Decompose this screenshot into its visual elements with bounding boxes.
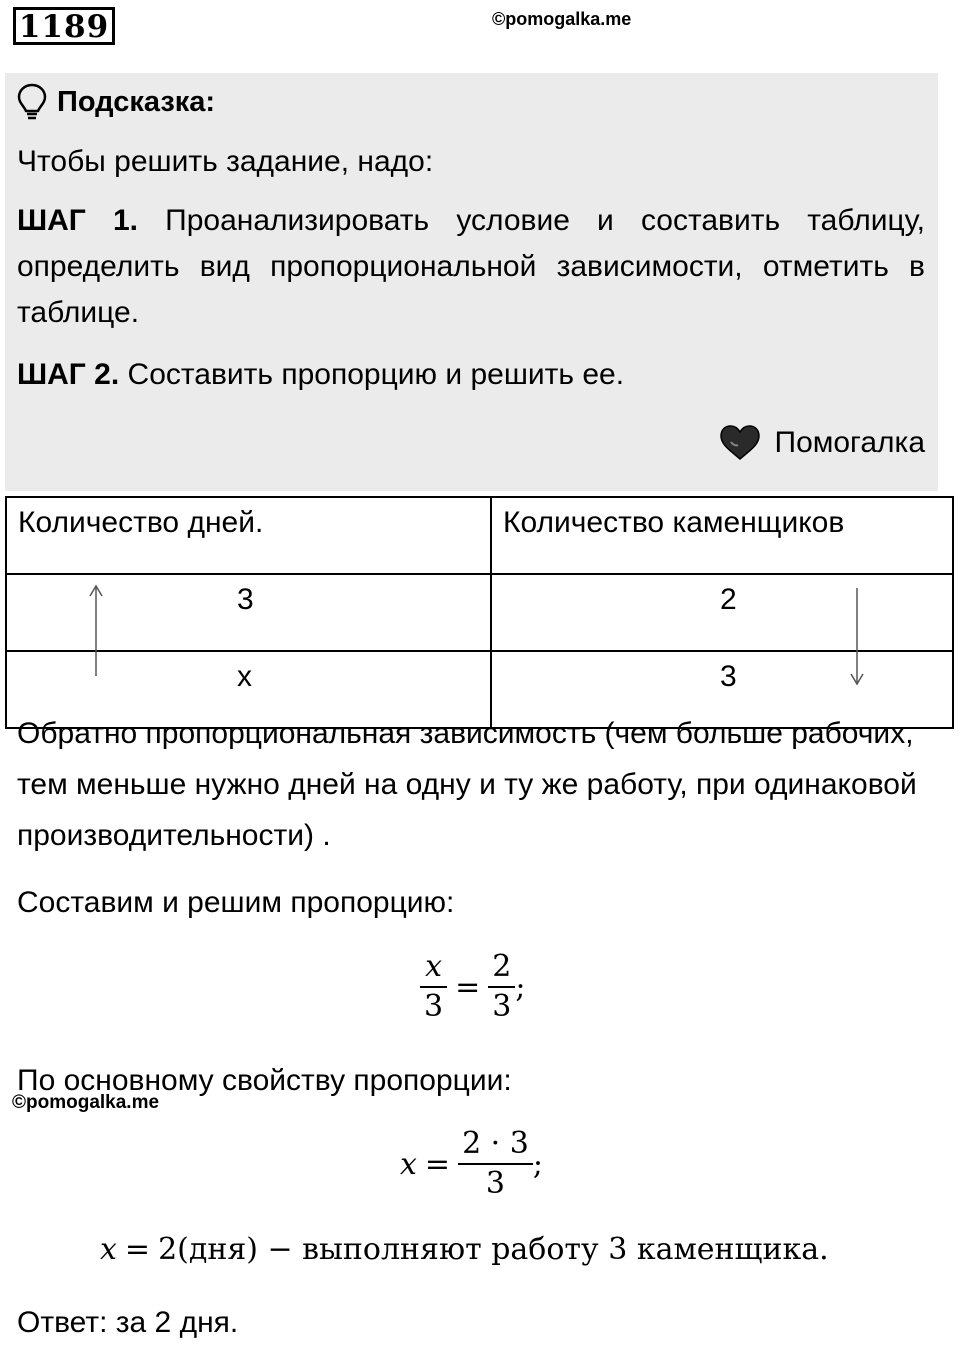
property-text: По основному свойству пропорции: xyxy=(17,1064,512,1097)
brand xyxy=(719,425,926,461)
compose-text: Составим и решим пропорцию: xyxy=(17,886,455,919)
brand-label: Помогалка xyxy=(774,426,925,459)
numerator: x xyxy=(425,949,442,984)
step-2-label: ШАГ 2. xyxy=(17,358,120,391)
numerator: 2 xyxy=(492,949,512,984)
equals-sign: = xyxy=(455,969,481,1005)
ratio-table xyxy=(5,496,954,729)
up-arrow-icon xyxy=(88,584,104,678)
header-masons: Количество каменщиков xyxy=(491,497,953,574)
relation-text: Обратно пропорциональная зависимость (чем больше рабочих, тем меньше нужно дней на одну и ту же работу, при одинаковой производительности) . xyxy=(17,717,917,852)
fraction-left xyxy=(420,948,447,1026)
days-cell: x xyxy=(6,651,491,728)
table-row xyxy=(6,574,953,651)
semicolon: ; xyxy=(532,1146,543,1182)
masons-cell: 2 xyxy=(491,574,953,651)
result-text: 2(дня) − выполняют работу 3 каменщика. xyxy=(158,1232,829,1267)
equals-sign: = xyxy=(124,1232,151,1267)
down-arrow-icon xyxy=(849,586,865,686)
table-header-row xyxy=(6,497,953,574)
step-2-text: Составить пропорцию и решить ее. xyxy=(127,358,625,391)
denominator: 3 xyxy=(424,989,444,1024)
step-1-label: ШАГ 1. xyxy=(17,204,138,237)
watermark: ©pomogalka.me xyxy=(492,9,632,29)
fraction xyxy=(458,1125,533,1203)
variable-x: x xyxy=(100,1232,117,1267)
hint-title: Подсказка: xyxy=(57,85,216,118)
masons-cell: 3 xyxy=(491,651,953,728)
variable-x: x xyxy=(400,1146,417,1182)
step-1-text: Проанализировать условие и составить таблицу, определить вид пропорциональной зависимости, отметить в таблице. xyxy=(17,204,925,329)
hint-step-1 xyxy=(17,198,925,336)
numerator: 2 · 3 xyxy=(462,1126,529,1161)
hint-header xyxy=(17,82,215,122)
hint-step-2 xyxy=(17,352,624,398)
solution-equation xyxy=(400,1125,543,1203)
hint-intro: Чтобы решить задание, надо: xyxy=(17,145,434,178)
days-cell: 3 xyxy=(6,574,491,651)
result-equation xyxy=(100,1232,829,1267)
watermark: ©pomogalka.me xyxy=(12,1092,160,1113)
task-number: 1189 xyxy=(13,7,115,45)
denominator: 3 xyxy=(492,989,512,1024)
heart-icon xyxy=(719,425,761,461)
fraction-right xyxy=(488,948,515,1026)
semicolon: ; xyxy=(515,969,526,1005)
proportion-equation xyxy=(420,948,525,1026)
equals-sign: = xyxy=(424,1146,451,1182)
answer-text: Ответ: за 2 дня. xyxy=(17,1306,239,1339)
header-days: Количество дней. xyxy=(6,497,491,574)
lightbulb-icon xyxy=(17,83,47,121)
denominator: 3 xyxy=(485,1166,505,1201)
